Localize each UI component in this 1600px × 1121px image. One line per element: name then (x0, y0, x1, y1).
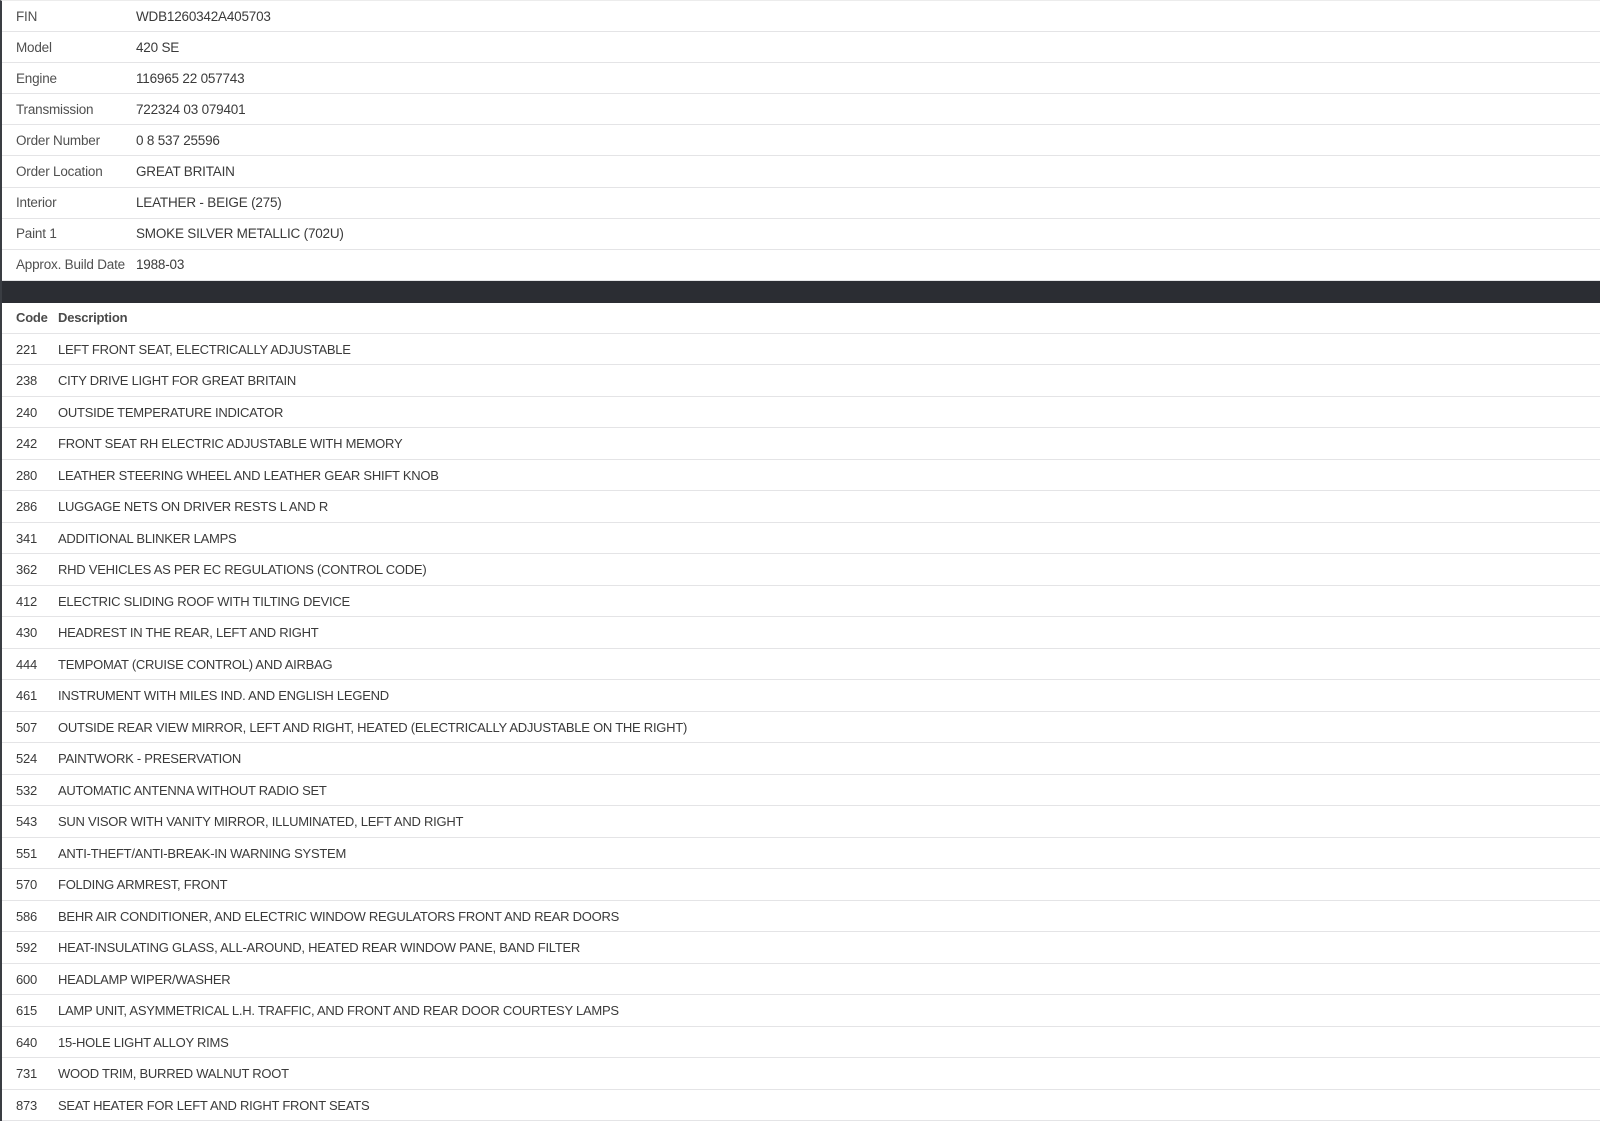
vehicle-info-label: Model (16, 39, 52, 55)
vehicle-info-value: 1988-03 (136, 257, 185, 273)
option-code: 532 (16, 782, 37, 798)
option-code: 238 (16, 373, 37, 389)
table-row (2, 869, 1600, 901)
vehicle-info-value: 0 8 537 25596 (136, 132, 220, 148)
option-code: 430 (16, 625, 37, 641)
table-row (2, 932, 1600, 964)
option-description: BEHR AIR CONDITIONER, AND ELECTRIC WINDOW REGULATORS FRONT AND REAR DOORS (58, 908, 620, 924)
vehicle-info-label: Paint 1 (16, 226, 57, 242)
vehicle-info-section (2, 1, 1600, 281)
option-description: ADDITIONAL BLINKER LAMPS (58, 530, 237, 546)
table-row (2, 680, 1600, 712)
table-row (2, 617, 1600, 649)
options-table-header (2, 303, 1600, 334)
option-codes-section (2, 303, 1600, 1121)
option-description: FOLDING ARMREST, FRONT (58, 877, 228, 893)
option-description: 15-HOLE LIGHT ALLOY RIMS (58, 1034, 229, 1050)
table-row (2, 554, 1600, 586)
option-code: 240 (16, 404, 37, 420)
option-code: 286 (16, 499, 37, 515)
vehicle-info-label: Order Number (16, 132, 100, 148)
vehicle-info-label: FIN (16, 8, 38, 24)
option-description: LEFT FRONT SEAT, ELECTRICALLY ADJUSTABLE (58, 341, 351, 357)
option-code: 461 (16, 688, 37, 704)
vehicle-info-row (2, 188, 1600, 219)
option-description: LAMP UNIT, ASYMMETRICAL L.H. TRAFFIC, AND FRONT AND REAR DOOR COURTESY LAMPS (58, 1003, 619, 1019)
option-code: 543 (16, 814, 37, 830)
vehicle-info-value: GREAT BRITAIN (136, 164, 235, 180)
option-description: HEAT-INSULATING GLASS, ALL-AROUND, HEATED REAR WINDOW PANE, BAND FILTER (58, 940, 581, 956)
option-code: 615 (16, 1003, 37, 1019)
option-code: 551 (16, 845, 37, 861)
option-description: SUN VISOR WITH VANITY MIRROR, ILLUMINATED, LEFT AND RIGHT (58, 814, 464, 830)
option-description: OUTSIDE TEMPERATURE INDICATOR (58, 404, 284, 420)
table-row (2, 995, 1600, 1027)
option-description: WOOD TRIM, BURRED WALNUT ROOT (58, 1066, 289, 1082)
vehicle-info-row (2, 125, 1600, 156)
option-code: 444 (16, 656, 37, 672)
option-description: CITY DRIVE LIGHT FOR GREAT BRITAIN (58, 373, 297, 389)
option-code: 242 (16, 436, 37, 452)
vehicle-info-label: Engine (16, 70, 57, 86)
option-code: 524 (16, 751, 37, 767)
table-row (2, 901, 1600, 933)
code-column-header: Code (16, 310, 48, 326)
option-description: OUTSIDE REAR VIEW MIRROR, LEFT AND RIGHT, HEATED (ELECTRICALLY ADJUSTABLE ON THE RIGHT) (58, 719, 688, 735)
option-description: HEADREST IN THE REAR, LEFT AND RIGHT (58, 625, 319, 641)
option-code: 570 (16, 877, 37, 893)
option-code: 592 (16, 940, 37, 956)
table-row (2, 712, 1600, 744)
vehicle-info-label: Order Location (16, 164, 103, 180)
option-description: ELECTRIC SLIDING ROOF WITH TILTING DEVICE (58, 593, 350, 609)
option-code: 507 (16, 719, 37, 735)
table-row (2, 775, 1600, 807)
vehicle-info-row (2, 63, 1600, 94)
vehicle-info-value: 420 SE (136, 39, 180, 55)
option-description: LUGGAGE NETS ON DRIVER RESTS L AND R (58, 499, 329, 515)
vehicle-info-value: LEATHER - BEIGE (275) (136, 195, 282, 211)
option-description: INSTRUMENT WITH MILES IND. AND ENGLISH LEGEND (58, 688, 389, 704)
table-row (2, 460, 1600, 492)
vehicle-info-label: Approx. Build Date (16, 257, 125, 273)
option-description: HEADLAMP WIPER/WASHER (58, 971, 231, 987)
table-row (2, 964, 1600, 996)
option-code: 586 (16, 908, 37, 924)
table-row (2, 806, 1600, 838)
option-code: 280 (16, 467, 37, 483)
vehicle-info-label: Interior (16, 195, 57, 211)
table-row (2, 523, 1600, 555)
table-row (2, 586, 1600, 618)
vehicle-info-row (2, 219, 1600, 250)
vehicle-info-value: 722324 03 079401 (136, 101, 246, 117)
vehicle-info-row (2, 94, 1600, 125)
option-description: ANTI-THEFT/ANTI-BREAK-IN WARNING SYSTEM (58, 845, 347, 861)
table-row (2, 1090, 1600, 1121)
option-code: 873 (16, 1097, 37, 1113)
option-code: 412 (16, 593, 37, 609)
table-row (2, 334, 1600, 366)
table-row (2, 743, 1600, 775)
option-code: 221 (16, 341, 37, 357)
option-description: RHD VEHICLES AS PER EC REGULATIONS (CONTROL CODE) (58, 562, 427, 578)
table-row (2, 1058, 1600, 1090)
vehicle-info-value: WDB1260342A405703 (136, 8, 271, 24)
vehicle-info-row (2, 1, 1600, 32)
section-divider-bar (2, 281, 1600, 303)
table-row (2, 428, 1600, 460)
option-description: AUTOMATIC ANTENNA WITHOUT RADIO SET (58, 782, 327, 798)
option-code: 640 (16, 1034, 37, 1050)
option-description: PAINTWORK - PRESERVATION (58, 751, 242, 767)
table-row (2, 397, 1600, 429)
option-code: 600 (16, 971, 37, 987)
vehicle-info-value: 116965 22 057743 (136, 70, 245, 86)
option-description: SEAT HEATER FOR LEFT AND RIGHT FRONT SEATS (58, 1097, 370, 1113)
vehicle-info-row (2, 250, 1600, 281)
option-code: 731 (16, 1066, 37, 1082)
table-row (2, 491, 1600, 523)
description-column-header: Description (58, 310, 128, 326)
vehicle-info-label: Transmission (16, 101, 94, 117)
table-row (2, 838, 1600, 870)
vehicle-info-value: SMOKE SILVER METALLIC (702U) (136, 226, 344, 242)
option-description: LEATHER STEERING WHEEL AND LEATHER GEAR SHIFT KNOB (58, 467, 439, 483)
option-code: 341 (16, 530, 37, 546)
vehicle-info-row (2, 32, 1600, 63)
option-code: 362 (16, 562, 37, 578)
table-row (2, 649, 1600, 681)
option-description: TEMPOMAT (CRUISE CONTROL) AND AIRBAG (58, 656, 333, 672)
table-row (2, 365, 1600, 397)
vehicle-info-row (2, 156, 1600, 187)
table-row (2, 1027, 1600, 1059)
option-description: FRONT SEAT RH ELECTRIC ADJUSTABLE WITH MEMORY (58, 436, 403, 452)
